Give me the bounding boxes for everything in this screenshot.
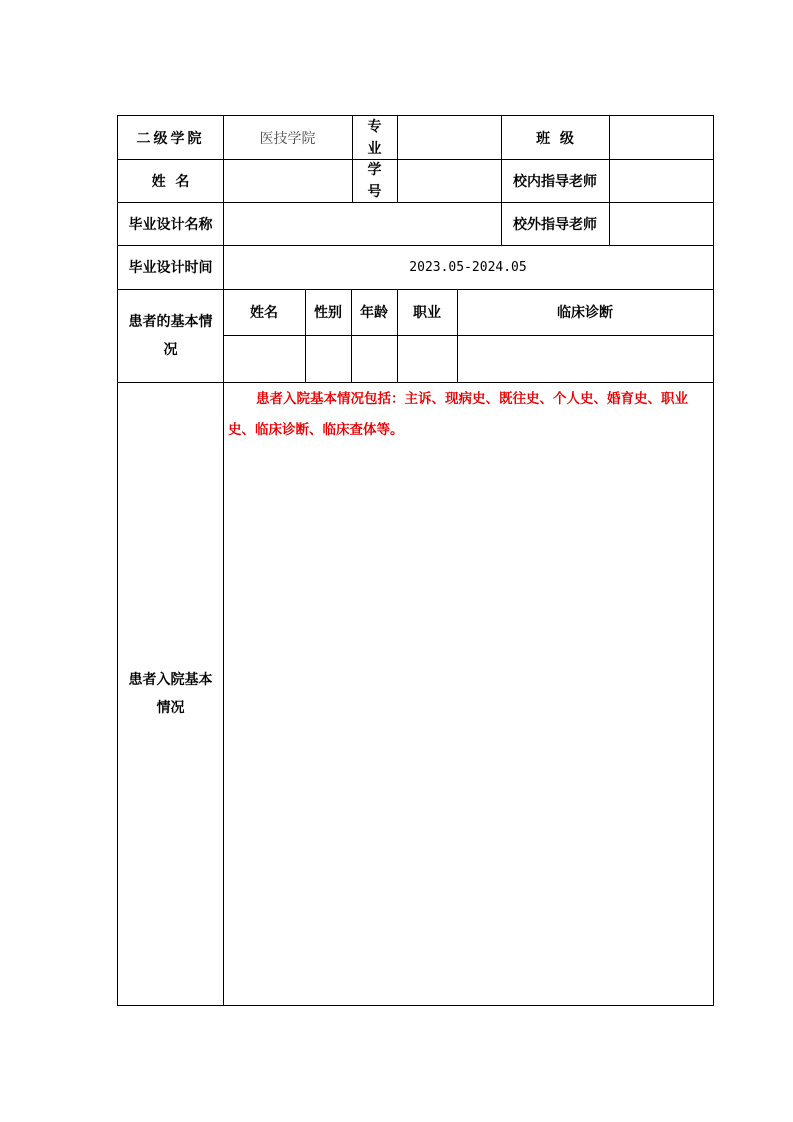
major-field[interactable] xyxy=(397,116,501,159)
name-field[interactable] xyxy=(223,159,352,202)
student-id-field[interactable] xyxy=(397,159,501,202)
patient-name-field[interactable] xyxy=(223,335,305,382)
internal-advisor-label: 校内指导老师 xyxy=(513,173,597,190)
class-label: 班 级 xyxy=(536,130,574,147)
student-id-label-char: 学 xyxy=(367,161,382,178)
patient-header-age: 年龄 xyxy=(360,305,388,321)
admission-content-area[interactable] xyxy=(224,456,713,1005)
college-label: 二级学院 xyxy=(136,130,205,147)
graduation-design-form xyxy=(117,115,714,1006)
design-title-label: 毕业设计名称 xyxy=(128,216,213,233)
patient-info-label: 患者的基本情况 xyxy=(128,313,213,358)
name-label: 姓 名 xyxy=(151,173,190,190)
design-period-label: 毕业设计时间 xyxy=(128,260,213,276)
internal-advisor-field[interactable] xyxy=(609,159,713,202)
external-advisor-field[interactable] xyxy=(609,202,713,245)
major-label-char: 业 xyxy=(367,140,382,157)
patient-gender-field[interactable] xyxy=(305,335,351,382)
college-field[interactable]: 医技学院 xyxy=(259,130,316,147)
patient-occupation-field[interactable] xyxy=(397,335,457,382)
student-id-label-char: 号 xyxy=(367,183,382,200)
patient-diagnosis-field[interactable] xyxy=(457,335,713,382)
patient-header-gender: 性别 xyxy=(314,305,342,321)
major-label-char: 专 xyxy=(367,118,382,135)
design-period-value[interactable]: 2023.05-2024.05 xyxy=(409,259,527,275)
patient-age-field[interactable] xyxy=(351,335,397,382)
external-advisor-label: 校外指导老师 xyxy=(513,216,597,233)
design-title-field[interactable] xyxy=(223,202,501,245)
admission-label: 患者入院基本情况 xyxy=(128,671,213,716)
admission-note: 患者入院基本情况包括：主诉、现病史、既往史、个人史、婚育史、职业史、临床诊断、临床查体等。 xyxy=(228,391,688,438)
class-field[interactable] xyxy=(609,116,713,159)
major-label xyxy=(352,116,397,159)
student-id-label xyxy=(352,159,397,202)
patient-header-name: 姓名 xyxy=(250,305,278,321)
patient-header-occupation: 职业 xyxy=(413,305,441,321)
patient-header-diagnosis: 临床诊断 xyxy=(557,305,613,321)
